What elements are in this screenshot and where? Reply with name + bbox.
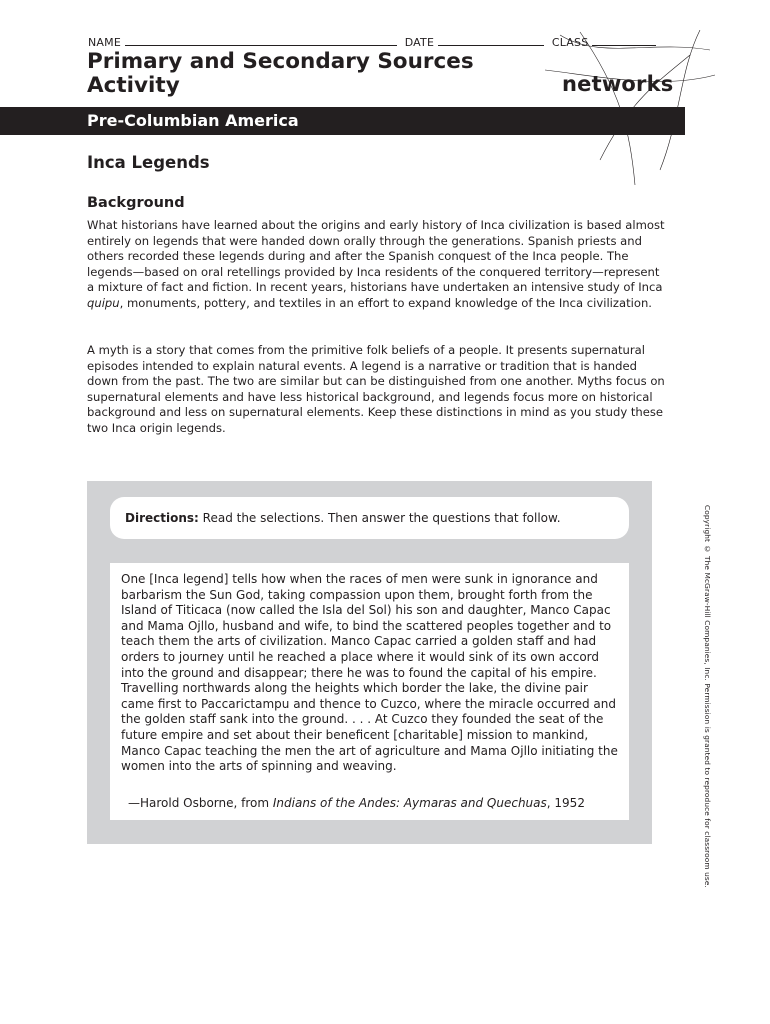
title-line-2: Activity [87,73,180,98]
directions-text: Read the selections. Then answer the questions that follow. [202,511,561,525]
date-label: DATE [404,36,435,49]
excerpt-text: One [Inca legend] tells how when the races of men were sunk in ignorance and barbarism the Sun God, taking compassion upon them, brought forth from the Island of Titicaca (now called the Isla del Sol) his son and daughter, Manco Capac and Mama Ojllo, husband and wife, to bind the scattered peoples together and to teach them the arts of civilization. Manco Capac carried a golden staff and had orders to journey until he reached a place where it would sink of its own accord into the ground and disappear; there he was to found the capital of his empire. Travelling northwards along the heights which border the lake, the divine pair came first to Paccarictampu and thence to Cuzco, where the miracle occurred and the golden staff sank into the ground. . . . At Cuzco they founded the seat of the future empire and set about their beneficent [charitable] mission to mankind, Manco Capac teaching the men the art of agriculture and Mama Ojllo initiating the women into the arts of spinning and weaving. [121,572,618,774]
name-blank[interactable] [125,34,397,46]
primary-source-excerpt [110,563,629,820]
directions-label: Directions: [125,511,199,525]
activity-heading: Inca Legends [87,153,210,172]
excerpt-citation: —Harold Osborne, from Indians of the Andes: Aymaras and Quechuas, 1952 [128,796,585,810]
title-line-1: Primary and Secondary Sources [87,49,474,74]
unit-title: Pre-Columbian America [87,111,299,130]
background-paragraph-2: A myth is a story that comes from the primitive folk beliefs of a people. It presents supernatural episodes intended to explain natural events. A legend is a narrative or tradition that is handed down from the past. The two are similar but can be distinguished from one another. Myths focus on supernatural elements and have less historical background, and legends focus more on historical background and less on supernatural elements. Keep these distinctions in mind as you study these two Inca origin legends. [87,343,665,435]
background-heading: Background [87,195,185,211]
quipu-term: quipu [87,295,120,310]
unit-banner [0,107,685,135]
name-label: NAME [88,36,121,49]
directions-box [110,497,629,539]
copyright-notice: Copyright © The McGraw-Hill Companies, Inc. Permission is granted to reproduce for classroom use. [703,505,712,888]
networks-logo: networks [562,72,674,96]
source-title: Indians of the Andes: Aymaras and Quechuas [272,796,547,810]
worksheet-title [87,50,527,98]
class-label: CLASS [551,36,589,49]
background-paragraph-1: What historians have learned about the origins and early history of Inca civilization is based almost entirely on legends that were handed down orally through the generations. Spanish priests and others recorded these legends during and after the Spanish conquest of the Inca people. The legends—based on oral retellings provided by Inca residents of the conquered territory—represent a mixture of fact and fiction. In recent years, historians have undertaken an intensive study of Inca quipu, monuments, pottery, and textiles in an effort to expand knowledge of the Inca civilization. [87,218,665,310]
date-blank[interactable] [438,34,544,46]
